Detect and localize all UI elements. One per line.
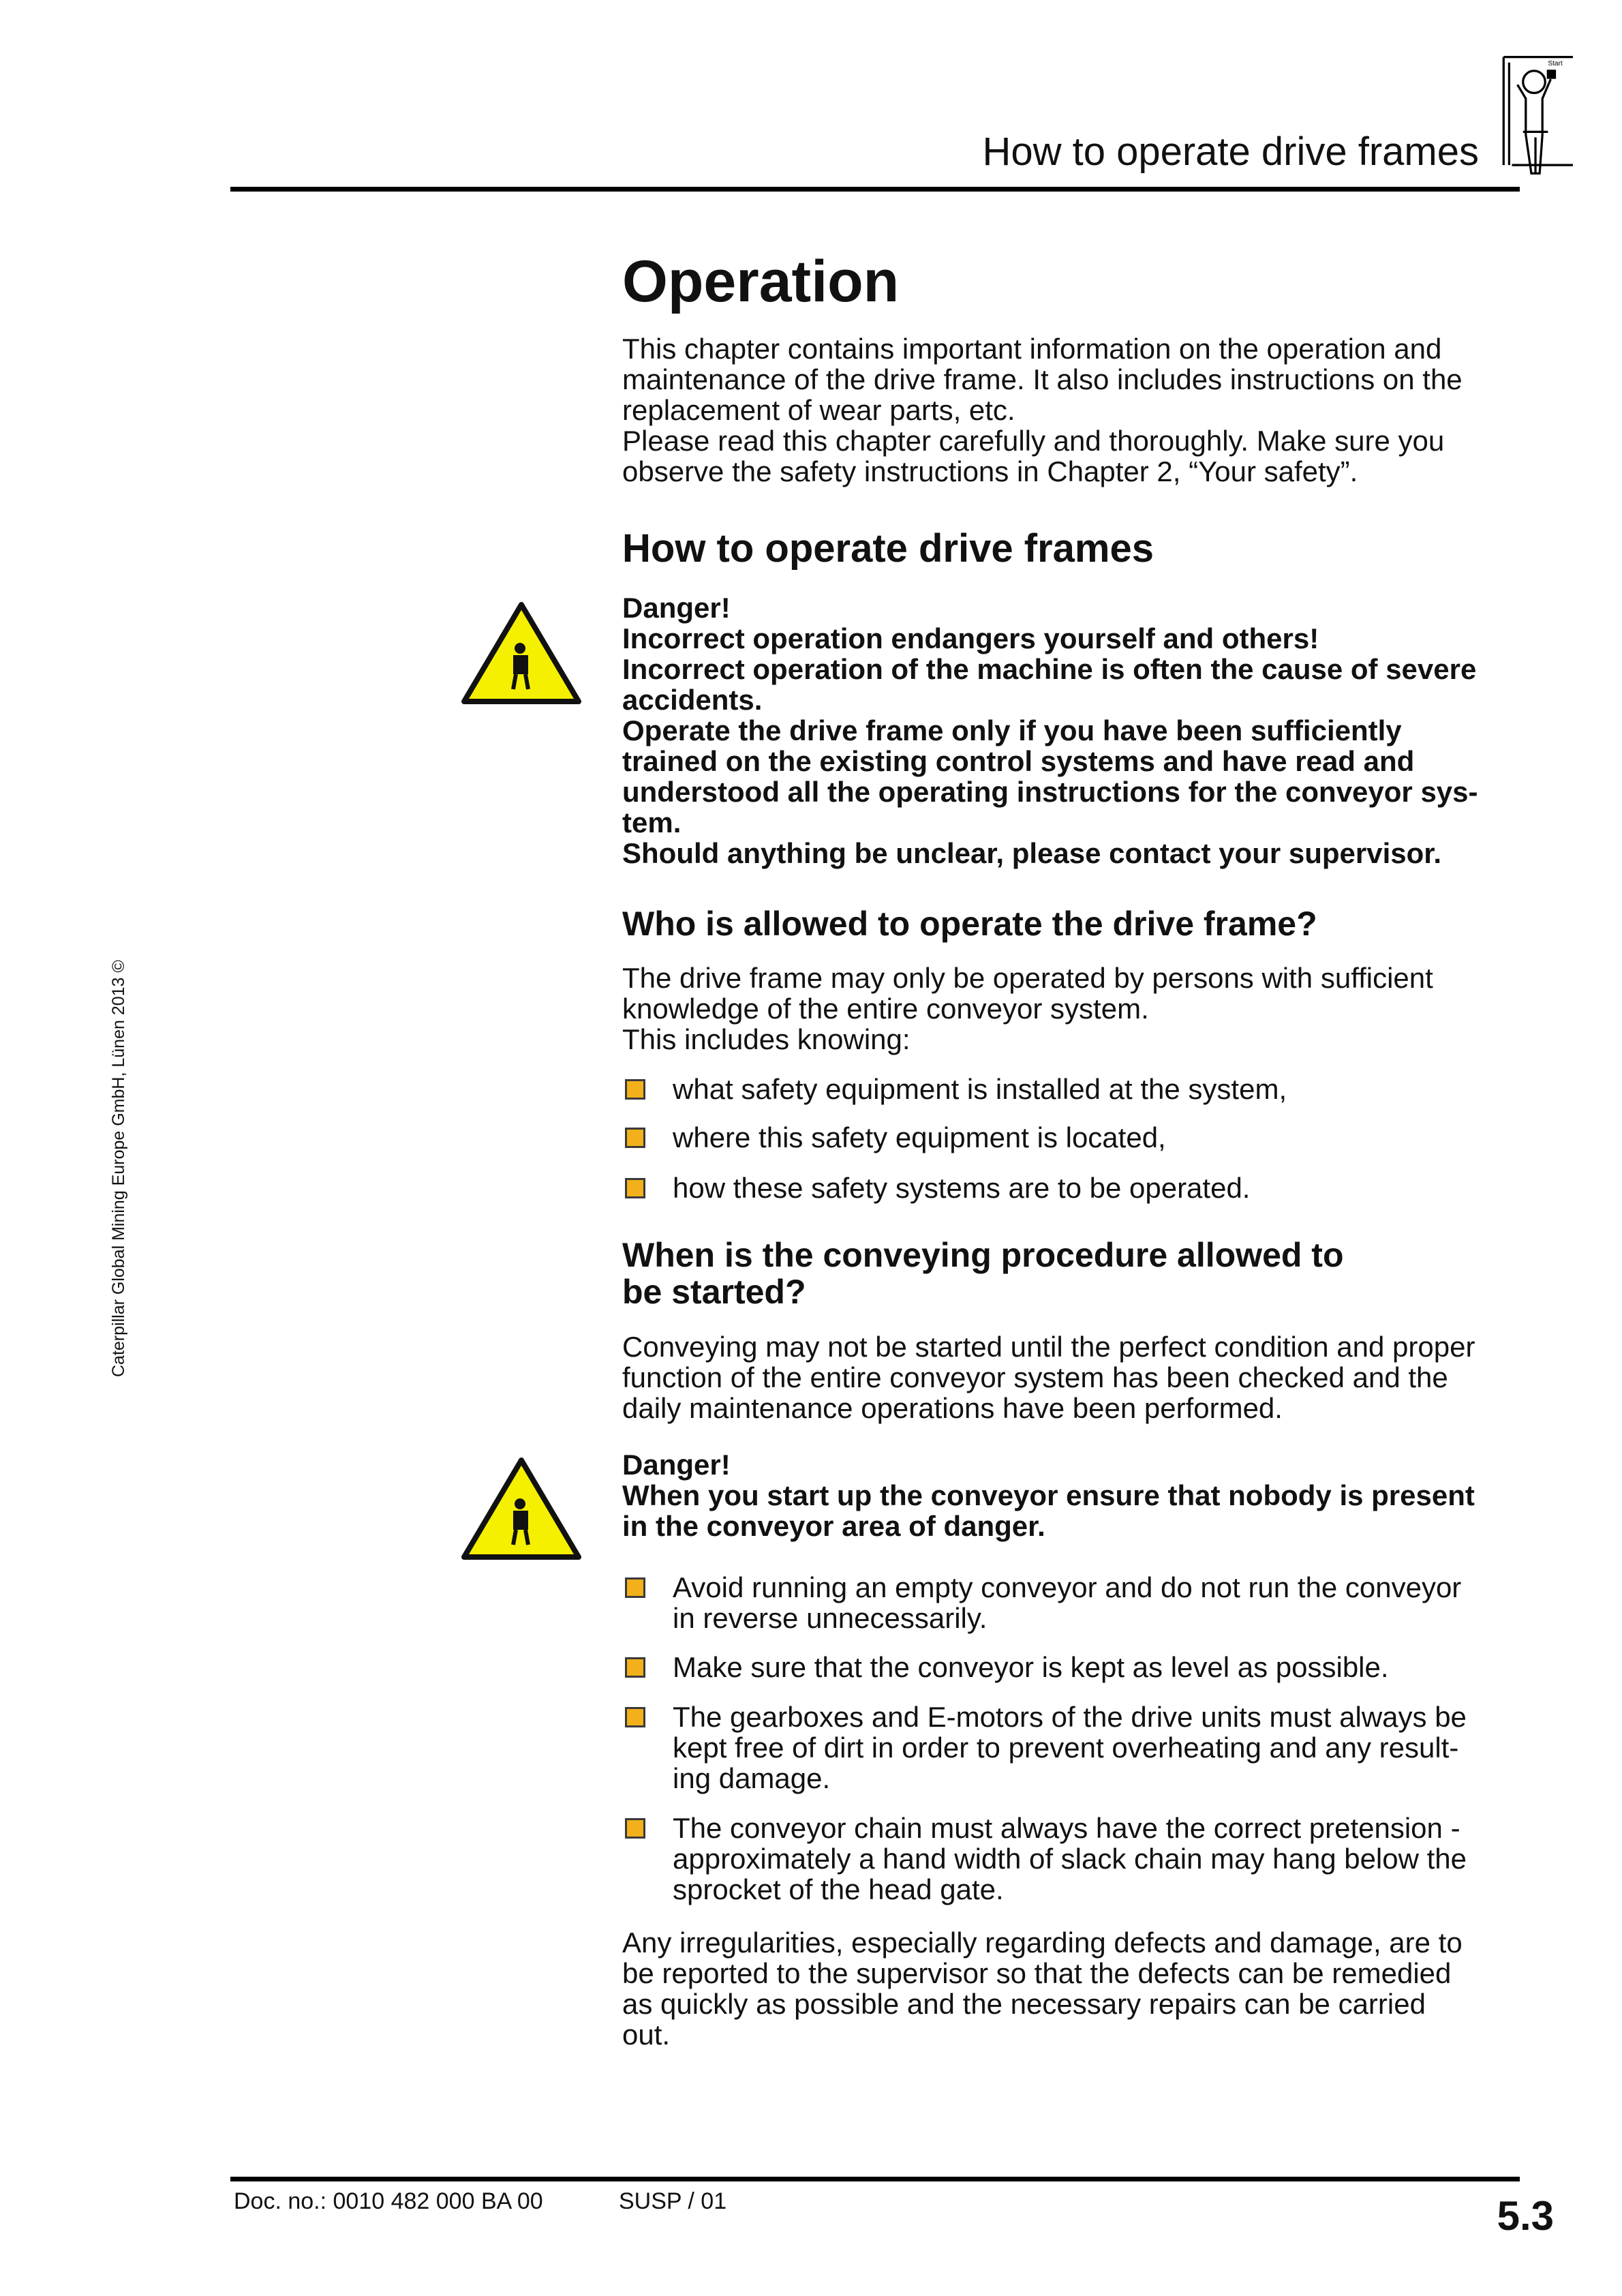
bullet-square-icon: [625, 1128, 645, 1148]
doc-number: Doc. no.: 0010 482 000 BA 00: [234, 2188, 543, 2214]
list-item: The conveyor chain must always have the correct pretension - approximately a hand width of slack chain may hang below the sprocket of the head gate.: [625, 1813, 1531, 1905]
who-paragraph: The drive frame may only be operated by persons with sufficient knowledge of the entire conveyor system. This includes knowing:: [622, 962, 1433, 1055]
when-paragraph: Conveying may not be started until the perfect condition and proper function of the entire conveyor system has been checked and the daily maintenance operations have been performed.: [622, 1331, 1475, 1424]
section-title: How to operate drive frames: [622, 526, 1154, 571]
danger-notice-2: Danger! When you start up the conveyor ensure that nobody is present in the conveyor area of danger.: [622, 1449, 1475, 1542]
header-rule: [230, 187, 1520, 192]
bullet-square-icon: [625, 1707, 645, 1727]
page-number: 5.3: [1497, 2193, 1554, 2239]
warning-person-icon: [461, 1457, 581, 1560]
list-item: how these safety systems are to be operated.: [625, 1173, 1531, 1203]
bullet-square-icon: [625, 1178, 645, 1198]
bullet-square-icon: [625, 1577, 645, 1598]
closing-paragraph: Any irregularities, especially regarding defects and damage, are to be reported to the supervisor so that the defects can be remedied as quickly as possible and the necessary repairs can be carried out.: [622, 1927, 1463, 2051]
list-item: what safety equipment is installed at the system,: [625, 1074, 1531, 1104]
who-heading: Who is allowed to operate the drive frame?: [622, 905, 1317, 943]
page-title: Operation: [622, 249, 900, 314]
list-item: The gearboxes and E-motors of the drive units must always be kept free of dirt in order to prevent overheating and any result- ing damage.: [625, 1702, 1531, 1794]
intro-paragraph: This chapter contains important information on the operation and maintenance of the drive frame. It also includes instructions on the replacement of wear parts, etc. Please read this chapter carefully and thoroughly. Make sure you observe the safety instructions in Chapter 2, “Your safety”.: [622, 333, 1463, 487]
when-heading: When is the conveying procedure allowed to be started?: [622, 1236, 1344, 1311]
footer-rule: [230, 2177, 1520, 2181]
start-person-icon: [1493, 52, 1576, 181]
copyright-text: Caterpillar Global Mining Europe GmbH, Lünen 2013 ©: [109, 960, 128, 1377]
list-item: Avoid running an empty conveyor and do not run the conveyor in reverse unnecessarily.: [625, 1572, 1531, 1633]
svg-text:Start: Start: [1548, 59, 1563, 67]
bullet-square-icon: [625, 1818, 645, 1839]
bullet-square-icon: [625, 1079, 645, 1100]
list-item: Make sure that the conveyor is kept as level as possible.: [625, 1652, 1531, 1682]
danger-notice-1: Danger! Incorrect operation endangers yourself and others! Incorrect operation of the machine is often the cause of severe accidents. Operate the drive frame only if you have been sufficiently trained on the existing control systems and have read and understood all the operating instructions for the conveyor sys- tem. Should anything be unclear, please contact your supervisor.: [622, 592, 1478, 869]
revision: SUSP / 01: [619, 2188, 727, 2214]
header-title: How to operate drive frames: [982, 130, 1479, 174]
warning-person-icon: [461, 602, 581, 704]
list-item: where this safety equipment is located,: [625, 1122, 1531, 1153]
bullet-square-icon: [625, 1657, 645, 1678]
